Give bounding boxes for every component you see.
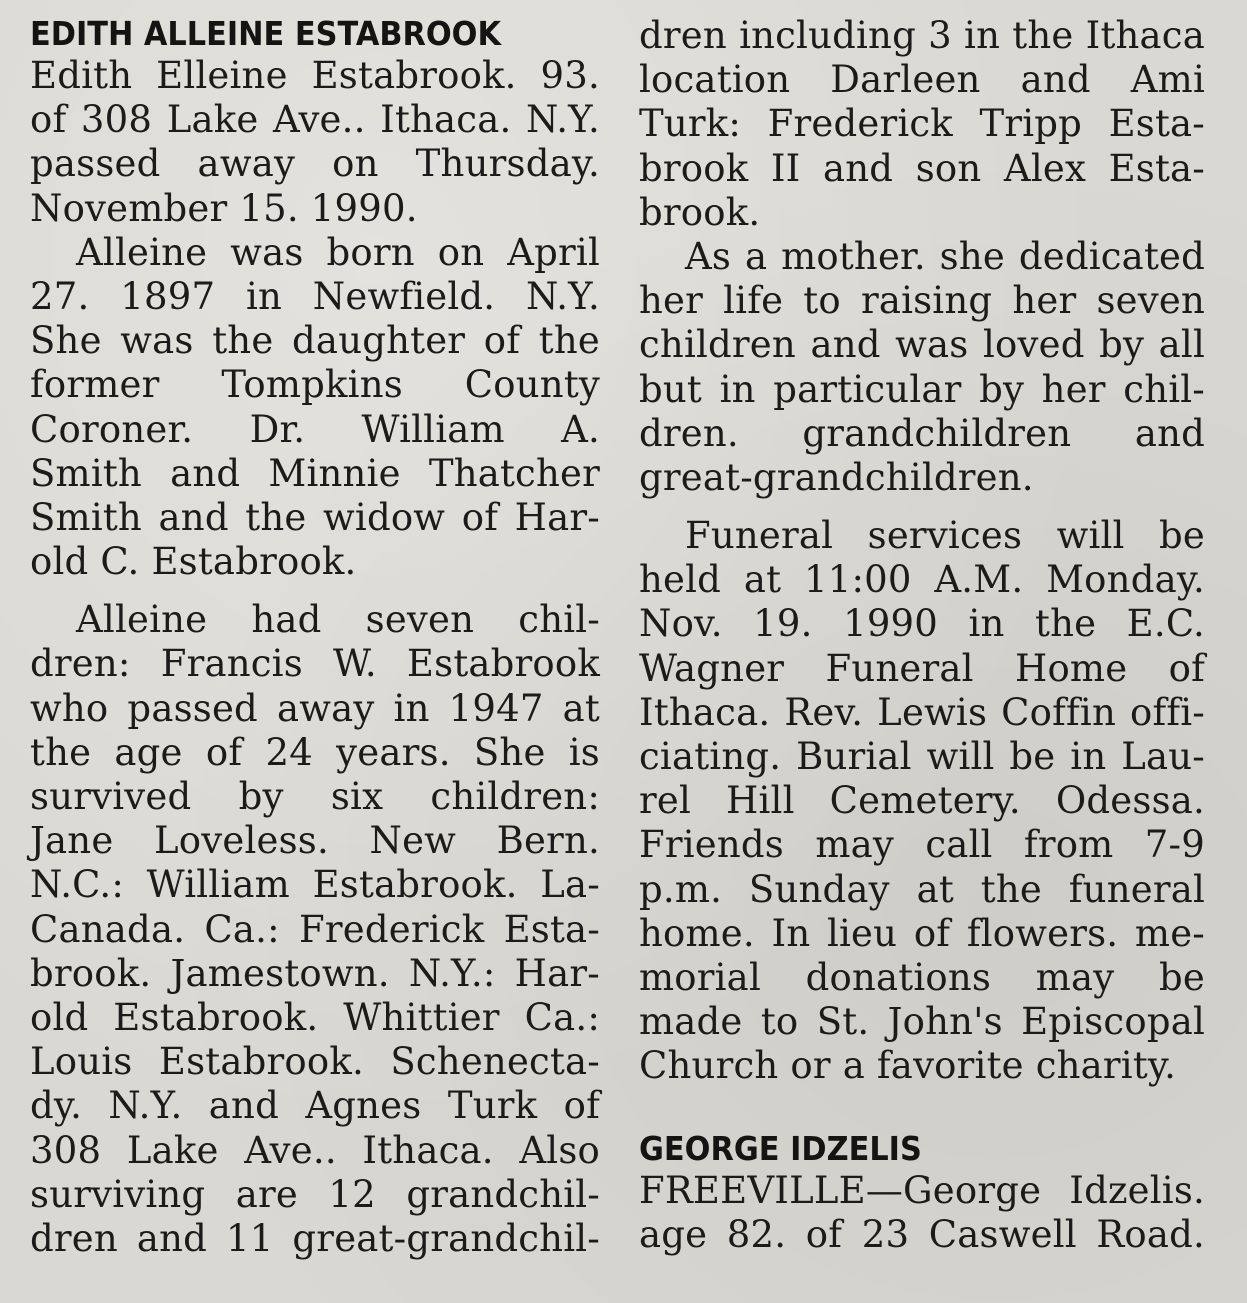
text-line: ciating. Burial will be in Lau- xyxy=(639,735,1205,778)
text-line: dren including 3 in the Ithaca xyxy=(639,14,1205,57)
text-line: survived by six children: xyxy=(30,775,600,818)
text-line: children and was loved by all xyxy=(639,323,1205,367)
text-line: rel Hill Cemetery. Odessa. xyxy=(639,779,1205,823)
text-line: but in particular by her chil- xyxy=(639,367,1205,411)
text-line: brook. Jamestown. N.Y.: Har- xyxy=(30,951,600,995)
text-line: As a mother. she dedicated xyxy=(685,234,1205,278)
text-line: dy. N.Y. and Agnes Turk of xyxy=(30,1084,600,1128)
text-line: FREEVILLE—George Idzelis. xyxy=(639,1168,1205,1212)
text-line: Alleine was born on April xyxy=(76,230,600,274)
text-line: N.C.: William Estabrook. La- xyxy=(30,863,600,907)
text-line: Funeral services will be xyxy=(685,514,1205,558)
text-line: She was the daughter of the xyxy=(30,319,600,363)
text-line: who passed away in 1947 at xyxy=(30,686,600,730)
text-line: Friends may call from 7-9 xyxy=(639,823,1205,867)
text-line: surviving are 12 grandchil- xyxy=(30,1172,600,1216)
text-line: former Tompkins County xyxy=(30,363,600,407)
text-line: 308 Lake Ave.. Ithaca. Also xyxy=(30,1128,600,1172)
text-line: Edith Elleine Estabrook. 93. xyxy=(30,54,600,97)
text-line: great-grandchildren. xyxy=(639,455,1034,499)
text-line: Wagner Funeral Home of xyxy=(639,646,1205,690)
text-line: morial donations may be xyxy=(639,955,1205,999)
text-line: home. In lieu of flowers. me- xyxy=(639,911,1205,955)
text-line: Smith and Minnie Thatcher xyxy=(30,451,600,495)
text-line: Alleine had seven chil- xyxy=(76,598,600,642)
text-line: dren: Francis W. Estabrook xyxy=(30,642,600,686)
right-column xyxy=(639,14,1205,1257)
text-line: Jane Loveless. New Bern. xyxy=(30,819,600,863)
text-line: dren. grandchildren and xyxy=(639,411,1205,455)
text-line: of 308 Lake Ave.. Ithaca. N.Y. xyxy=(30,98,600,142)
text-line: held at 11:00 A.M. Monday. xyxy=(639,558,1205,602)
text-line: brook II and son Alex Esta- xyxy=(639,146,1205,190)
text-line: November 15. 1990. xyxy=(30,186,418,230)
text-line: age 82. of 23 Caswell Road. xyxy=(639,1212,1205,1256)
text-line: dren and 11 great-grandchil- xyxy=(30,1216,600,1260)
text-line: location Darleen and Ami xyxy=(639,58,1205,102)
obituary-heading-estabrook: EDITH ALLEINE ESTABROOK xyxy=(30,14,501,53)
text-line: Ithaca. Rev. Lewis Coffin offi- xyxy=(639,690,1205,734)
text-line: Turk: Frederick Tripp Esta- xyxy=(639,102,1205,146)
text-line: old C. Estabrook. xyxy=(30,540,357,584)
obituary-heading-idzelis: GEORGE IDZELIS xyxy=(639,1128,922,1168)
text-line: her life to raising her seven xyxy=(639,279,1205,323)
text-line: made to St. John's Episcopal xyxy=(639,1000,1205,1044)
text-line: Smith and the widow of Har- xyxy=(30,495,600,539)
text-line: Church or a favorite charity. xyxy=(639,1044,1177,1088)
text-line: 27. 1897 in Newfield. N.Y. xyxy=(30,274,600,318)
text-line: p.m. Sunday at the funeral xyxy=(639,867,1205,911)
text-line: Nov. 19. 1990 in the E.C. xyxy=(639,602,1205,646)
text-line: brook. xyxy=(639,190,761,234)
left-column xyxy=(30,14,600,1261)
text-line: passed away on Thursday. xyxy=(30,142,600,186)
text-line: old Estabrook. Whittier Ca.: xyxy=(30,995,600,1039)
text-line: Louis Estabrook. Schenecta- xyxy=(30,1040,600,1084)
text-line: Coroner. Dr. William A. xyxy=(30,407,600,451)
text-line: Canada. Ca.: Frederick Esta- xyxy=(30,907,600,951)
text-line: the age of 24 years. She is xyxy=(30,730,600,774)
